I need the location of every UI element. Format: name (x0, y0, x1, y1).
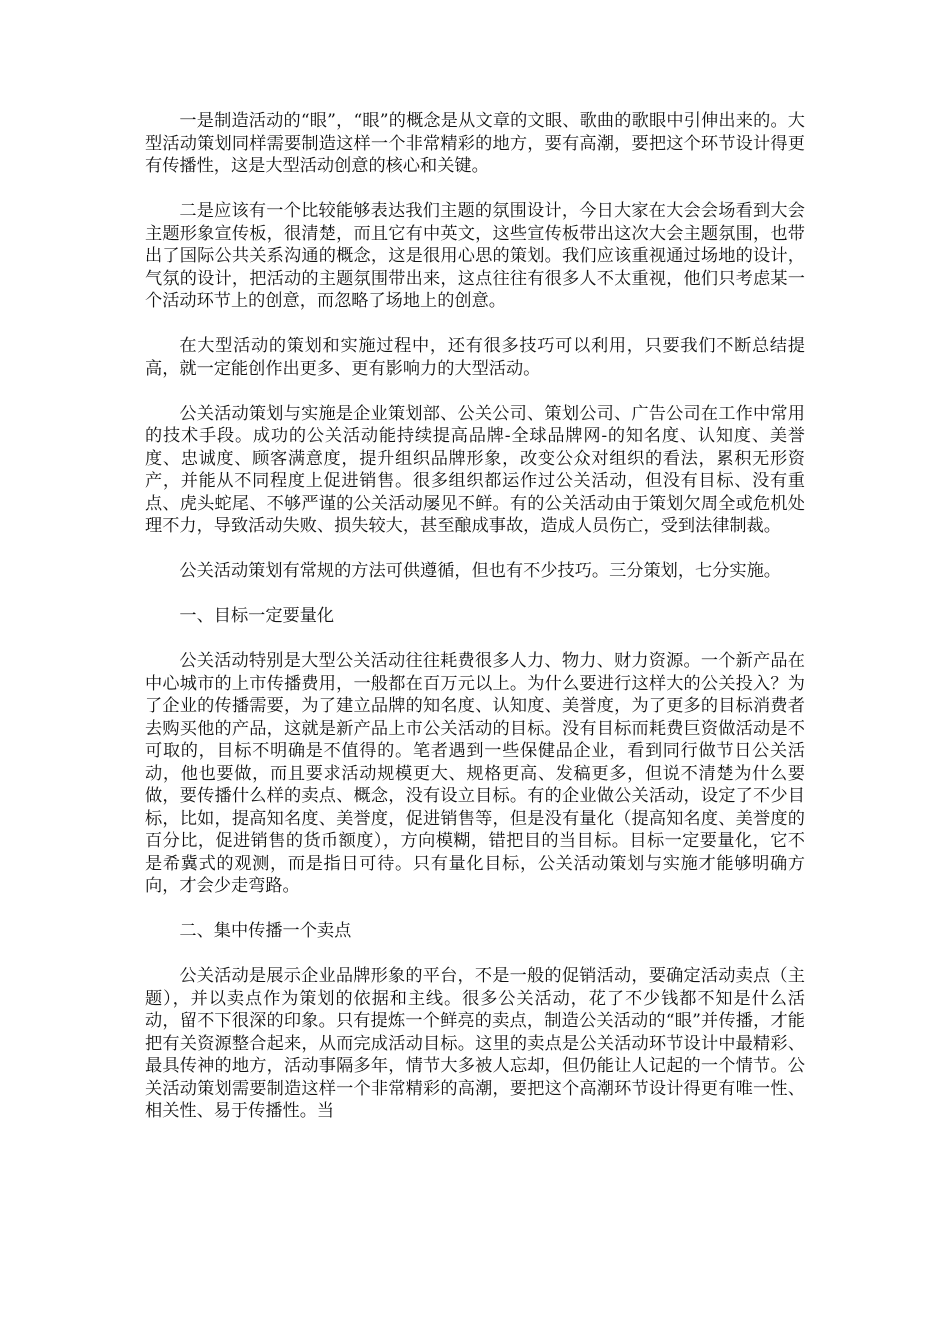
paragraph-4: 公关活动策划与实施是企业策划部、公关公司、策划公司、广告公司在工作中常用的技术手段。成功的公关活动能持续提高品牌-全球品牌网-的知名度、认知度、美誉度、忠诚度、顾客满意度，提升组织品牌形象，改变公众对组织的看法，累积无形资产，并能从不同程度上促进销售。很多组织都运作过公关活动，但没有目标、没有重点、虎头蛇尾、不够严谨的公关活动屡见不鲜。有的公关活动由于策划欠周全或危机处理不力，导致活动失败、损失较大，甚至酿成事故，造成人员伤亡，受到法律制裁。 (145, 403, 805, 536)
paragraph-7: 公关活动是展示企业品牌形象的平台，不是一般的促销活动，要确定活动卖点（主题），并以卖点作为策划的依据和主线。很多公关活动，花了不少钱都不知是什么活动，留不下很深的印象。只有提炼一个鲜亮的卖点，制造公关活动的“眼”并传播，才能把有关资源整合起来，从而完成活动目标。这里的卖点是公关活动环节设计中最精彩、最具传神的地方，活动事隔多年，情节大多被人忘却，但仍能让人记起的一个情节。公关活动策划需要制造这样一个非常精彩的高潮，要把这个高潮环节设计得更有唯一性、相关性、易于传播性。当 (145, 966, 805, 1121)
paragraph-6: 公关活动特别是大型公关活动往往耗费很多人力、物力、财力资源。一个新产品在中心城市的上市传播费用，一般都在百万元以上。为什么要进行这样大的公关投入？为了企业的传播需要，为了建立品牌的知名度、认知度、美誉度，为了更多的目标消费者去购买他的产品，这就是新产品上市公关活动的目标。没有目标而耗费巨资做活动是不可取的，目标不明确是不值得的。笔者遇到一些保健品企业，看到同行做节日公关活动，他也要做，而且要求活动规模更大、规格更高、发稿更多，但说不清楚为什么要做，要传播什么样的卖点、概念，没有设立目标。有的企业做公关活动，设定了不少目标，比如，提高知名度、美誉度，促进销售等，但是没有量化（提高知名度、美誉度的百分比，促进销售的货币额度），方向模糊，错把目的当目标。目标一定要量化，它不是希冀式的观测，而是指日可待。只有量化目标，公关活动策划与实施才能够明确方向，才会少走弯路。 (145, 651, 805, 896)
section-heading-2: 二、集中传播一个卖点 (179, 921, 352, 941)
paragraph-1: 一是制造活动的“眼”，“眼”的概念是从文章的文眼、歌曲的歌眼中引伸出来的。大型活动策划同样需要制造这样一个非常精彩的地方，要有高潮，要把这个环节设计得更有传播性，这是大型活动创意的核心和关键。 (145, 111, 805, 176)
paragraph-3: 在大型活动的策划和实施过程中，还有很多技巧可以利用，只要我们不断总结提高，就一定能创作出更多、更有影响力的大型活动。 (145, 336, 805, 379)
paragraph-5: 公关活动策划有常规的方法可供遵循，但也有不少技巧。三分策划，七分实施。 (179, 561, 781, 581)
document-body (145, 110, 805, 1145)
section-heading-1: 一、目标一定要量化 (179, 606, 335, 626)
paragraph-2: 二是应该有一个比较能够表达我们主题的氛围设计，今日大家在大会会场看到大会主题形象宣传板，很清楚，而且它有中英文，这些宣传板带出这次大会主题氛围，也带出了国际公共关系沟通的概念，这是很用心思的策划。我们应该重视通过场地的设计，气氛的设计，把活动的主题氛围带出来，这点往往有很多人不太重视，他们只考虑某一个活动环节上的创意，而忽略了场地上的创意。 (145, 201, 805, 311)
